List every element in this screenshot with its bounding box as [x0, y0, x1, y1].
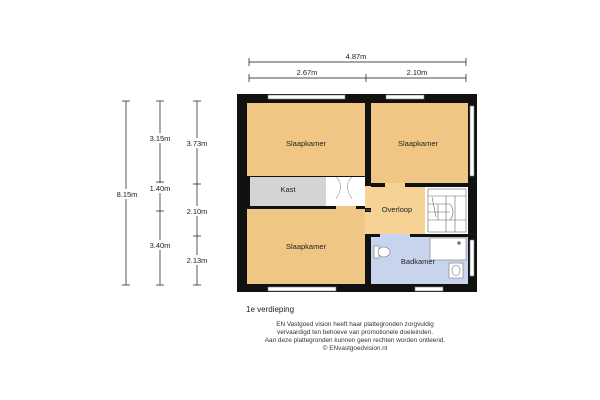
shower-icon: [430, 238, 466, 260]
dim-left-middle-bottom: 3.40m: [149, 241, 171, 250]
room-label-bedroom-3: Slaapkamer: [285, 242, 327, 251]
dim-top-right: 2.10m: [406, 68, 428, 77]
floor-label: 1e verdieping: [246, 305, 295, 314]
room-closet-door-area: [326, 177, 365, 206]
top-dimension-lines: [249, 58, 466, 82]
dim-left-inner-top: 3.73m: [186, 139, 208, 148]
dim-left-inner-bottom: 2.13m: [186, 256, 208, 265]
room-label-bedroom-1: Slaapkamer: [285, 139, 327, 148]
dim-left-total: 8.15m: [116, 190, 138, 199]
disclaimer-line: © ENvastgoedvision.nl: [322, 345, 388, 353]
disclaimer-line: EN Vastgoed vision heeft haar plattegronden zorgvuldig: [276, 321, 434, 328]
dim-top-left: 2.67m: [296, 68, 318, 77]
room-label-landing: Overloop: [381, 205, 413, 214]
disclaimer-line: Aan deze plattegronden kunnen geen rechten worden ontleend.: [264, 337, 446, 345]
room-label-closet: Kast: [280, 185, 296, 194]
disclaimer-line: vervaardigd ten behoeve van promotionele doeleinden.: [277, 329, 433, 337]
toilet-icon: [374, 246, 390, 258]
disclaimer: [210, 321, 500, 353]
interior-wall: [247, 176, 250, 209]
room-label-bathroom: Badkamer: [400, 257, 436, 266]
dim-left-middle-mid: 1.40m: [149, 184, 171, 193]
sink-icon: [449, 263, 463, 278]
room-label-bedroom-2: Slaapkamer: [397, 139, 439, 148]
stair-icon: [428, 189, 466, 232]
dim-left-middle-top: 3.15m: [149, 134, 171, 143]
dim-left-inner-mid: 2.10m: [186, 207, 208, 216]
dim-top-total: 4.87m: [345, 52, 367, 61]
